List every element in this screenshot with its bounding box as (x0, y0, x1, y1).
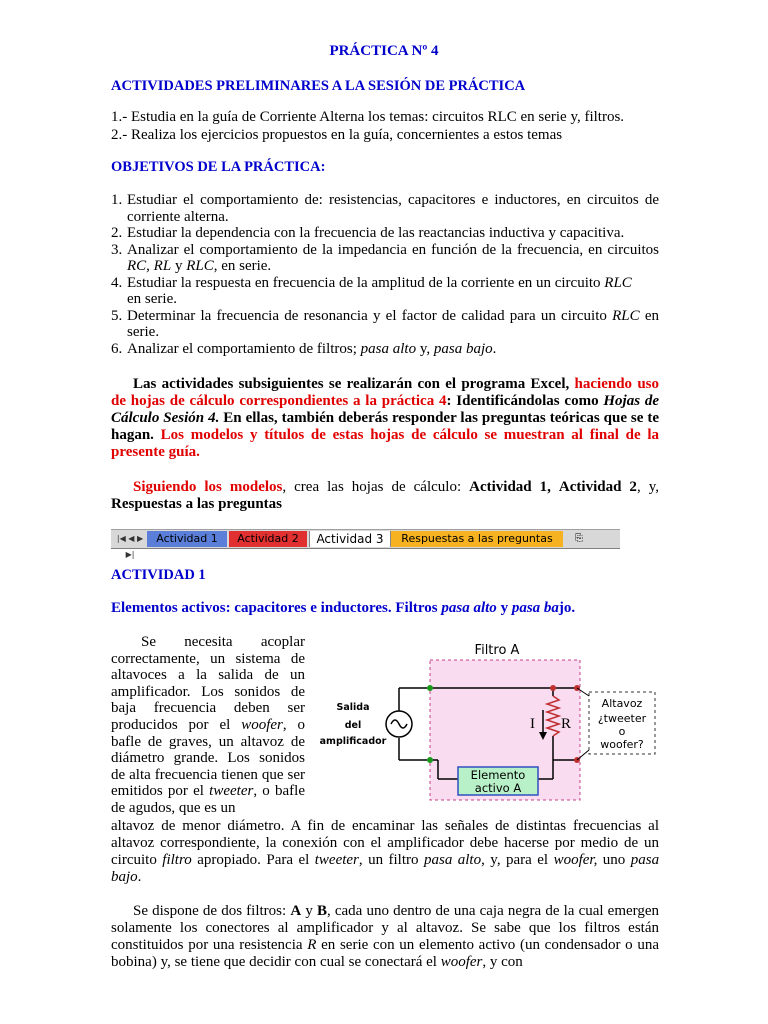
diagram-title: Filtro A (474, 643, 520, 658)
prelim-item-1: 1.- Estudia en la guía de Corriente Alterna los temas: circuitos RLC en serie y, filtros. (111, 109, 625, 125)
activity-subheading: Elementos activos: capacitores e inductores. Filtros pasa alto y pasa bajo. (111, 600, 576, 616)
svg-text:woofer?: woofer? (600, 738, 644, 751)
tab-respuestas[interactable]: Respuestas a las preguntas (391, 531, 563, 547)
svg-text:¿tweeter: ¿tweeter (597, 712, 647, 725)
objective-3: 3. Analizar el comportamiento de la impedancia en función de la frecuencia, en circuitos RC, RL y RLC, en serie. (111, 241, 659, 274)
body-paragraph-full: altavoz de menor diámetro. A fin de encaminar las señales de distintas frecuencias al altavoz correspondiente, la conexión con el amplificador debe hacerse por medio de un circuito filtro apropiado. Para el tweeter, un filtro pasa alto, y, para el woofer, uno pasa bajo. (111, 818, 660, 885)
body-paragraph-left: Se necesita acoplar correctamente, un sistema de altavoces a la salida de un amplificador. Los sonidos de baja frecuencia deben ser producidos por el woofer, o bafle de graves, un altavoz de diámetro grande. Los sonidos de alta frecuencia tienen que ser emitidos por el tweeter, o bafle de agudos, que es un (111, 634, 306, 816)
svg-text:Altavoz: Altavoz (601, 697, 643, 710)
tab-actividad-1[interactable]: Actividad 1 (147, 531, 227, 547)
svg-text:Salida: Salida (336, 702, 370, 713)
objective-2: 2. Estudiar la dependencia con la frecuencia de las reactancias inductiva y capacitiva. (111, 225, 625, 241)
svg-text:del: del (344, 720, 362, 731)
svg-text:Elemento: Elemento (470, 768, 526, 782)
svg-text:R: R (561, 716, 572, 732)
tab-actividad-2[interactable]: Actividad 2 (229, 531, 307, 547)
tab-actividad-3[interactable]: Actividad 3 (309, 531, 391, 547)
objectives-heading: OBJETIVOS DE LA PRÁCTICA: (111, 159, 326, 175)
activity-heading: ACTIVIDAD 1 (111, 567, 206, 583)
objectives-list (111, 192, 659, 357)
filter-circuit-diagram (315, 636, 665, 806)
objective-5: 5. Determinar la frecuencia de resonancia y el factor de calidad para un circuito RLC en serie. (111, 307, 659, 340)
svg-text:o: o (618, 725, 626, 738)
page-title: PRÁCTICA Nº 4 (329, 43, 439, 59)
svg-text:amplificador: amplificador (319, 736, 387, 747)
last-paragraph: Se dispone de dos filtros: A y B, cada uno dentro de una caja negra de la cual emergen solamente los conectores al amplificador y al altavoz. Se sabe que los filtros están constituidos por una resistencia R en serie con un elemento activo (un condensador o una bobina) y, se tiene que decidir con cual se conectará el woofer, y con (111, 903, 660, 970)
svg-text:activo A: activo A (474, 781, 522, 795)
prelim-item-2: 2.- Realiza los ejercicios propuestos en la guía, concernientes a estos temas (111, 127, 563, 143)
models-paragraph: Siguiendo los modelos, crea las hojas de cálculo: Actividad 1, Actividad 2, y, Respuestas a las preguntas (111, 479, 659, 512)
svg-text:I: I (530, 716, 535, 732)
excel-paragraph: Las actividades subsiguientes se realizarán con el programa Excel, haciendo uso de hojas de cálculo correspondientes a la práctica 4: Identificándolas como Hojas de Cálculo Sesión 4. En ellas, también deberás responder las preguntas teóricas que se te hagan. Los modelos y títulos de estas hojas de cálculo se muestran al final de la presente guía. (111, 376, 660, 460)
tab-nav-arrows[interactable]: |◀ ◀ ▶ ▶| (116, 534, 144, 559)
objective-6: 6. Analizar el comportamiento de filtros; pasa alto y, pasa bajo. (111, 340, 497, 357)
insert-sheet-icon[interactable]: ⎘ (575, 533, 583, 544)
objective-1: 1. Estudiar el comportamiento de: resistencias, capacitores e inductores, en circuitos de corriente alterna. (111, 192, 659, 225)
sheet-tabs-bar (111, 529, 620, 559)
prelim-heading: ACTIVIDADES PRELIMINARES A LA SESIÓN DE PRÁCTICA (111, 78, 526, 94)
objective-4: 4. Estudiar la respuesta en frecuencia de la amplitud de la corriente en un circuito RLC en serie. (111, 274, 632, 307)
